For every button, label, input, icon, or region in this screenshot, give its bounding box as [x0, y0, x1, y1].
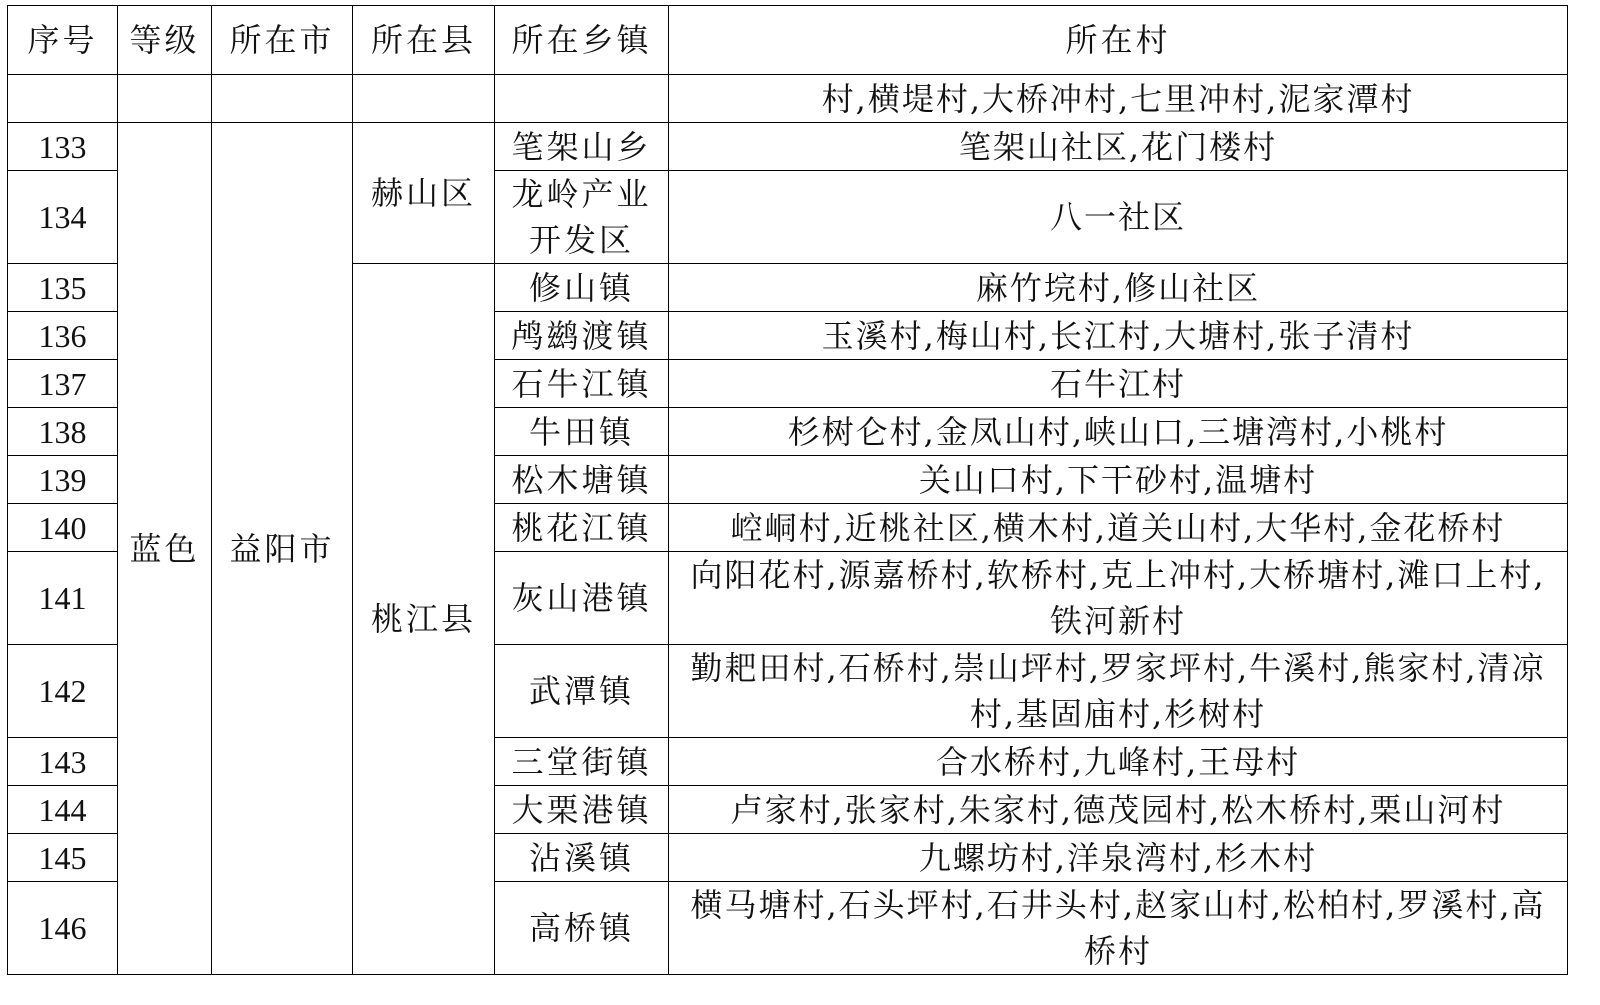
serial-cell: 136 — [8, 312, 118, 360]
serial-cell: 140 — [8, 504, 118, 552]
header-village: 所在村 — [669, 6, 1568, 75]
village-cell: 石牛江村 — [669, 360, 1568, 408]
village-cell: 九螺坊村,洋泉湾村,杉木村 — [669, 834, 1568, 882]
village-cell: 横马塘村,石头坪村,石井头村,赵家山村,松柏村,罗溪村,高桥村 — [669, 882, 1568, 975]
serial-cell: 133 — [8, 123, 118, 171]
town-cell: 灰山港镇 — [495, 552, 669, 645]
county-cell-heshan: 赫山区 — [353, 123, 495, 264]
town-cell: 武潭镇 — [495, 645, 669, 738]
town-cell: 沾溪镇 — [495, 834, 669, 882]
village-cell: 向阳花村,源嘉桥村,软桥村,克上冲村,大桥塘村,滩口上村,铁河新村 — [669, 552, 1568, 645]
serial-cell: 144 — [8, 786, 118, 834]
village-cell: 关山口村,下干砂村,温塘村 — [669, 456, 1568, 504]
continuation-village-cell: 村,横堤村,大桥冲村,七里冲村,泥家潭村 — [669, 75, 1568, 123]
village-cell: 合水桥村,九峰村,王母村 — [669, 738, 1568, 786]
continuation-row — [8, 75, 1568, 123]
serial-cell: 145 — [8, 834, 118, 882]
header-level: 等级 — [118, 6, 212, 75]
town-cell: 石牛江镇 — [495, 360, 669, 408]
header-serial-number: 序号 — [8, 6, 118, 75]
level-cell: 蓝色 — [118, 123, 212, 975]
continuation-county-cell — [353, 75, 495, 123]
header-county: 所在县 — [353, 6, 495, 75]
serial-cell: 141 — [8, 552, 118, 645]
risk-area-table — [7, 5, 1568, 975]
town-cell: 松木塘镇 — [495, 456, 669, 504]
town-cell: 笔架山乡 — [495, 123, 669, 171]
village-cell: 八一社区 — [669, 171, 1568, 264]
serial-cell: 139 — [8, 456, 118, 504]
continuation-level-cell — [118, 75, 212, 123]
table-row — [8, 123, 1568, 171]
town-cell: 高桥镇 — [495, 882, 669, 975]
header-city: 所在市 — [212, 6, 353, 75]
town-cell: 桃花江镇 — [495, 504, 669, 552]
header-town: 所在乡镇 — [495, 6, 669, 75]
serial-cell: 134 — [8, 171, 118, 264]
village-cell: 杉树仑村,金凤山村,峡山口,三塘湾村,小桃村 — [669, 408, 1568, 456]
continuation-serial-cell — [8, 75, 118, 123]
village-cell: 勤耙田村,石桥村,崇山坪村,罗家坪村,牛溪村,熊家村,清凉村,基固庙村,杉树村 — [669, 645, 1568, 738]
continuation-town-cell — [495, 75, 669, 123]
village-cell: 玉溪村,梅山村,长江村,大塘村,张子清村 — [669, 312, 1568, 360]
village-cell: 麻竹垸村,修山社区 — [669, 264, 1568, 312]
town-cell: 牛田镇 — [495, 408, 669, 456]
village-cell: 笔架山社区,花门楼村 — [669, 123, 1568, 171]
serial-cell: 146 — [8, 882, 118, 975]
town-cell: 鸬鹚渡镇 — [495, 312, 669, 360]
town-cell: 三堂街镇 — [495, 738, 669, 786]
continuation-city-cell — [212, 75, 353, 123]
village-cell: 卢家村,张家村,朱家村,德茂园村,松木桥村,栗山河村 — [669, 786, 1568, 834]
serial-cell: 138 — [8, 408, 118, 456]
serial-cell: 135 — [8, 264, 118, 312]
village-cell: 崆峒村,近桃社区,横木村,道关山村,大华村,金花桥村 — [669, 504, 1568, 552]
town-cell: 龙岭产业开发区 — [495, 171, 669, 264]
serial-cell: 142 — [8, 645, 118, 738]
table-header-row — [8, 6, 1568, 75]
city-cell: 益阳市 — [212, 123, 353, 975]
town-cell: 大栗港镇 — [495, 786, 669, 834]
town-cell: 修山镇 — [495, 264, 669, 312]
serial-cell: 137 — [8, 360, 118, 408]
county-cell-taojiang: 桃江县 — [353, 264, 495, 975]
serial-cell: 143 — [8, 738, 118, 786]
